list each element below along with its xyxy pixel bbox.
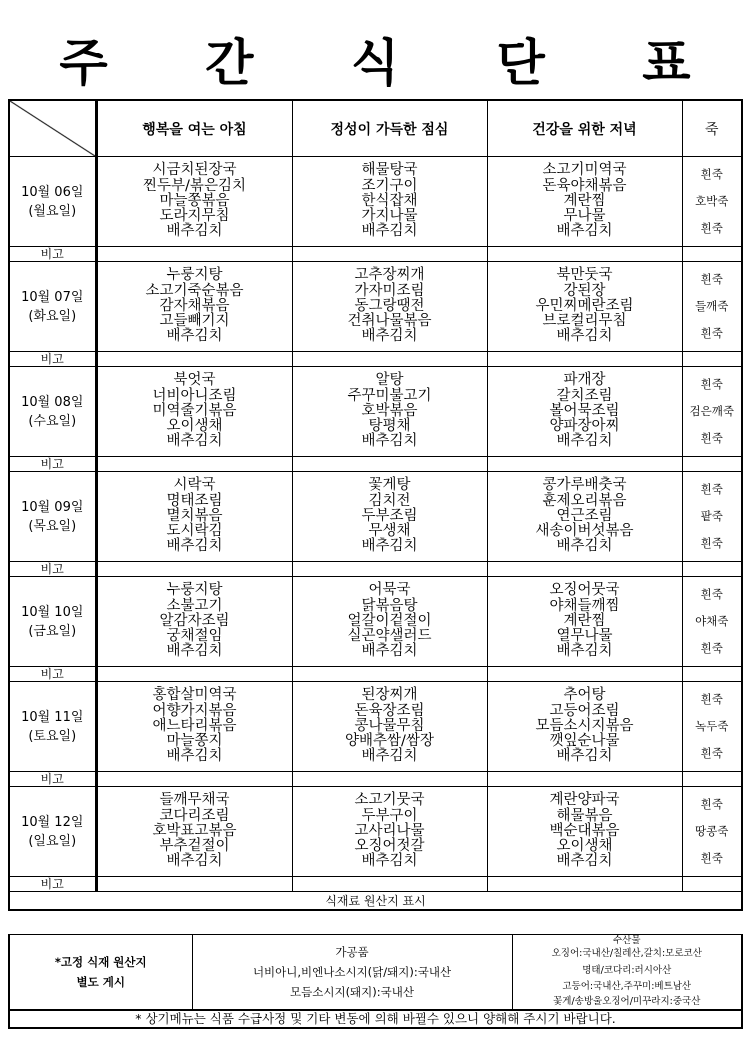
note-row (9, 877, 742, 892)
breakfast-header: 행복을 여는 아침 (96, 100, 292, 157)
breakfast-cell (96, 787, 292, 877)
page-title: 주 간 식 단 표 (59, 34, 731, 92)
date-cell (9, 472, 96, 562)
porridge-item: 흰죽 (700, 587, 723, 601)
note-row (9, 352, 742, 367)
menu-item: 감자채볶음 (159, 297, 230, 314)
menu-item: 고사리나물 (354, 822, 425, 839)
menu-item: 배추김치 (166, 223, 223, 240)
menu-item: 미역줄기볶음 (152, 402, 237, 419)
note-label: 비고 (9, 247, 96, 262)
menu-item: 명태조림 (166, 492, 223, 509)
menu-item: 배추김치 (556, 328, 613, 345)
menu-item: 새송이버섯볶음 (535, 523, 634, 540)
menu-item: 알감자조림 (159, 612, 230, 629)
menu-item: 한식잡채 (361, 192, 418, 209)
breakfast-cell (96, 682, 292, 772)
menu-item: 해물볶음 (556, 807, 613, 824)
breakfast-cell (96, 367, 292, 457)
menu-item: 계란찜 (563, 612, 606, 629)
menu-item: 가자미조림 (354, 282, 425, 299)
note-label: 비고 (9, 772, 96, 787)
menu-item: 주꾸미불고기 (347, 387, 432, 404)
date-label: 10월 09일 (21, 499, 84, 515)
menu-item: 우민찌메란조림 (535, 297, 634, 314)
lunch-cell (292, 262, 487, 352)
date-cell (9, 577, 96, 667)
note-label: 비고 (9, 457, 96, 472)
porridge-cell (682, 472, 742, 562)
porridge-item: 흰죽 (700, 221, 723, 235)
menu-item: 배추김치 (166, 328, 223, 345)
marine-line: 꽃게/송방울오징어/미꾸라지:중국산 (553, 995, 701, 1007)
corner-diagonal-cell (9, 100, 96, 157)
porridge-item: 땅콩죽 (695, 824, 729, 838)
lunch-cell (292, 577, 487, 667)
marine-line: 명태/코다리:러시아산 (582, 964, 672, 976)
menu-item: 배추김치 (166, 748, 223, 765)
porridge-item: 흰죽 (700, 641, 723, 655)
date-cell (9, 367, 96, 457)
note-label: 비고 (9, 562, 96, 577)
menu-item: 소고기죽순볶음 (145, 282, 244, 299)
day-row (9, 787, 742, 877)
menu-item: 어향가지볶음 (152, 702, 237, 719)
dinner-cell (487, 577, 682, 667)
menu-item: 고들빼기지 (159, 313, 230, 330)
menu-item: 멸치볶음 (166, 507, 223, 524)
menu-item: 도라지무침 (159, 208, 230, 225)
note-row (9, 667, 742, 682)
menu-item: 오징어젓갈 (354, 838, 425, 855)
menu-item: 소고기미역국 (542, 162, 627, 179)
lunch-cell (292, 682, 487, 772)
day-row (9, 682, 742, 772)
marine-title: 수산물 (612, 935, 641, 947)
date-label: 10월 10일 (21, 604, 84, 620)
date-label: 10월 11일 (21, 709, 84, 725)
porridge-item: 흰죽 (700, 851, 723, 865)
menu-item: 콩나물무침 (354, 717, 425, 734)
menu-item: 배추김치 (556, 643, 613, 660)
menu-item: 무생채 (368, 523, 411, 540)
porridge-item: 흰죽 (700, 167, 723, 181)
porridge-cell (682, 682, 742, 772)
menu-item: 동그랑땡전 (354, 297, 425, 314)
note-cell (487, 247, 682, 262)
menu-item: 고추장찌개 (354, 267, 425, 284)
note-cell (96, 352, 292, 367)
menu-item: 계란양파국 (549, 792, 620, 809)
menu-item: 배추김치 (556, 748, 613, 765)
note-row (9, 457, 742, 472)
menu-item: 오징어뭇국 (549, 582, 620, 599)
menu-item: 야채들깨찜 (549, 597, 620, 614)
note-label: 비고 (9, 877, 96, 892)
note-cell (682, 562, 742, 577)
porridge-item: 흰죽 (700, 797, 723, 811)
weekday-label: (금요일) (28, 623, 77, 639)
date-cell (9, 157, 96, 247)
menu-item: 열무나물 (556, 628, 613, 645)
processed-line: 너비아니,비엔나소시지(닭/돼지):국내산 (252, 965, 452, 979)
origin-table (8, 934, 743, 1029)
menu-item: 너비아니조림 (152, 387, 237, 404)
menu-item: 부추겉절이 (159, 838, 230, 855)
menu-item: 콩가루배춧국 (542, 477, 627, 494)
breakfast-cell (96, 262, 292, 352)
note-label: 비고 (9, 667, 96, 682)
menu-item: 누룽지탕 (166, 582, 223, 599)
date-label: 10월 06일 (21, 184, 84, 200)
note-row (9, 562, 742, 577)
porridge-item: 호박죽 (695, 194, 729, 208)
menu-item: 소고기뭇국 (354, 792, 425, 809)
note-cell (96, 562, 292, 577)
menu-item: 꽃게탕 (368, 477, 411, 494)
menu-item: 두부조림 (361, 507, 418, 524)
menu-item: 계란찜 (563, 192, 606, 209)
porridge-item: 팥죽 (700, 509, 723, 523)
menu-item: 배추김치 (361, 433, 418, 450)
footer-notice: * 상기메뉴는 식품 수급사정 및 기타 변동에 의해 바뀔수 있으니 양해해 주시기 바랍니다. (9, 1010, 742, 1028)
dinner-cell (487, 787, 682, 877)
note-cell (487, 352, 682, 367)
weekday-label: (수요일) (28, 413, 77, 429)
menu-item: 배추김치 (361, 853, 418, 870)
marine-line: 고등어:국내산,주꾸미:베트남산 (562, 981, 692, 993)
note-cell (96, 457, 292, 472)
menu-item: 들깨무채국 (159, 792, 230, 809)
dinner-cell (487, 157, 682, 247)
porridge-cell (682, 577, 742, 667)
note-cell (682, 352, 742, 367)
menu-item: 배추김치 (166, 643, 223, 660)
menu-item: 배추김치 (166, 433, 223, 450)
porridge-cell (682, 262, 742, 352)
porridge-item: 야채죽 (695, 614, 729, 628)
menu-item: 김치전 (368, 492, 411, 509)
note-cell (292, 247, 487, 262)
processed-line: 모듬소시지(돼지):국내산 (290, 985, 414, 999)
menu-item: 닭볶음탕 (361, 597, 418, 614)
note-cell (682, 667, 742, 682)
fixed-origin-note (9, 935, 192, 1011)
porridge-item: 흰죽 (700, 272, 723, 286)
note-cell (96, 772, 292, 787)
note-cell (292, 877, 487, 892)
menu-item: 연근조림 (556, 507, 613, 524)
menu-item: 누룽지탕 (166, 267, 223, 284)
note-cell (96, 667, 292, 682)
menu-item: 마늘쫑볶음 (159, 192, 230, 209)
menu-item: 배추김치 (361, 538, 418, 555)
processed-title: 가공품 (335, 945, 369, 959)
fixed-origin-line: *고정 식재 원산지 (54, 955, 147, 969)
menu-item: 애느타리볶음 (152, 717, 237, 734)
menu-item: 오이생채 (556, 838, 613, 855)
menu-item: 도시락김 (166, 523, 223, 540)
lunch-cell (292, 157, 487, 247)
menu-item: 실곤약샐러드 (347, 628, 432, 645)
porridge-item: 흰죽 (700, 536, 723, 550)
weekday-label: (토요일) (28, 728, 77, 744)
fixed-origin-line: 별도 게시 (76, 975, 125, 989)
origin-heading: 식재료 원산지 표시 (9, 892, 742, 911)
menu-item: 오이생채 (166, 418, 223, 435)
menu-item: 돈육장조림 (354, 702, 425, 719)
weekly-menu-table (8, 99, 743, 911)
menu-item: 백순대볶음 (549, 822, 620, 839)
menu-item: 배추김치 (166, 853, 223, 870)
date-cell (9, 682, 96, 772)
porridge-item: 들깨죽 (695, 299, 729, 313)
menu-item: 마늘쫑지 (166, 733, 223, 750)
menu-item: 배추김치 (556, 433, 613, 450)
dinner-cell (487, 262, 682, 352)
processed-origin (192, 935, 512, 1011)
lunch-cell (292, 787, 487, 877)
note-cell (682, 247, 742, 262)
menu-item: 깻잎순나물 (549, 733, 620, 750)
porridge-item: 흰죽 (700, 482, 723, 496)
dinner-cell (487, 682, 682, 772)
menu-item: 알탕 (375, 372, 404, 389)
menu-item: 돈육야채볶음 (542, 177, 627, 194)
note-cell (96, 877, 292, 892)
lunch-cell (292, 472, 487, 562)
note-cell (292, 457, 487, 472)
porridge-item: 녹두죽 (695, 719, 729, 733)
date-label: 10월 08일 (21, 394, 84, 410)
note-cell (487, 877, 682, 892)
menu-item: 추어탕 (563, 687, 606, 704)
marine-origin (512, 935, 742, 1011)
menu-item: 갈치조림 (556, 387, 613, 404)
menu-item: 탕평채 (368, 418, 411, 435)
menu-item: 된장찌개 (361, 687, 418, 704)
menu-item: 얼갈이겉절이 (347, 612, 432, 629)
weekday-label: (일요일) (28, 833, 77, 849)
date-cell (9, 787, 96, 877)
dinner-cell (487, 472, 682, 562)
menu-item: 호박볶음 (361, 402, 418, 419)
porridge-item: 흰죽 (700, 326, 723, 340)
menu-body (9, 157, 742, 892)
menu-item: 북엇국 (173, 372, 216, 389)
menu-item: 배추김치 (556, 853, 613, 870)
porridge-cell (682, 157, 742, 247)
porridge-cell (682, 787, 742, 877)
date-cell (9, 262, 96, 352)
header-row (9, 100, 742, 157)
menu-item: 두부구이 (361, 807, 418, 824)
menu-item: 건취나물볶음 (347, 313, 432, 330)
note-cell (292, 667, 487, 682)
breakfast-cell (96, 472, 292, 562)
menu-item: 배추김치 (556, 538, 613, 555)
day-row (9, 157, 742, 247)
menu-item: 궁채절임 (166, 628, 223, 645)
note-cell (292, 352, 487, 367)
dinner-cell (487, 367, 682, 457)
note-cell (487, 457, 682, 472)
lunch-header: 정성이 가득한 점심 (292, 100, 487, 157)
menu-item: 조기구이 (361, 177, 418, 194)
menu-item: 배추김치 (166, 538, 223, 555)
menu-item: 강된장 (563, 282, 606, 299)
menu-item: 무나물 (563, 208, 606, 225)
menu-item: 배추김치 (361, 748, 418, 765)
menu-item: 파개장 (563, 372, 606, 389)
porridge-item: 흰죽 (700, 746, 723, 760)
menu-item: 양파장아찌 (549, 418, 620, 435)
menu-item: 시금치된장국 (152, 162, 237, 179)
menu-item: 해물탕국 (361, 162, 418, 179)
porridge-cell (682, 367, 742, 457)
day-row (9, 577, 742, 667)
porridge-item: 흰죽 (700, 377, 723, 391)
menu-item: 고등어조림 (549, 702, 620, 719)
note-cell (487, 667, 682, 682)
menu-item: 가지나물 (361, 208, 418, 225)
note-cell (487, 562, 682, 577)
day-row (9, 472, 742, 562)
menu-item: 브로컬리무침 (542, 313, 627, 330)
date-label: 10월 07일 (21, 289, 84, 305)
marine-line: 오징어:국내산/칠레산,갈치:모로코산 (551, 948, 702, 960)
menu-item: 배추김치 (361, 643, 418, 660)
lunch-cell (292, 367, 487, 457)
porridge-item: 검은깨죽 (689, 404, 734, 418)
menu-item: 홍합살미역국 (152, 687, 237, 704)
note-cell (487, 772, 682, 787)
weekday-label: (화요일) (28, 308, 77, 324)
note-cell (292, 562, 487, 577)
menu-item: 모듬소시지볶음 (535, 717, 634, 734)
menu-item: 배추김치 (361, 328, 418, 345)
weekday-label: (목요일) (28, 518, 77, 534)
weekday-label: (월요일) (28, 203, 77, 219)
porridge-item: 흰죽 (700, 692, 723, 706)
note-row (9, 247, 742, 262)
menu-item: 배추김치 (556, 223, 613, 240)
day-row (9, 367, 742, 457)
note-cell (682, 772, 742, 787)
menu-item: 찐두부/볶은김치 (143, 177, 246, 194)
menu-item: 훈제오리볶음 (542, 492, 627, 509)
menu-item: 양배추쌈/쌈장 (345, 733, 434, 750)
note-cell (682, 877, 742, 892)
menu-item: 어묵국 (368, 582, 411, 599)
origin-section (9, 892, 742, 911)
note-cell (96, 247, 292, 262)
menu-item: 시락국 (173, 477, 216, 494)
note-label: 비고 (9, 352, 96, 367)
menu-item: 볼어묵조림 (549, 402, 620, 419)
menu-item: 배추김치 (361, 223, 418, 240)
dinner-header: 건강을 위한 저녁 (487, 100, 682, 157)
note-cell (682, 457, 742, 472)
day-row (9, 262, 742, 352)
note-row (9, 772, 742, 787)
porridge-item: 흰죽 (700, 431, 723, 445)
breakfast-cell (96, 157, 292, 247)
breakfast-cell (96, 577, 292, 667)
porridge-header: 죽 (682, 100, 742, 157)
note-cell (292, 772, 487, 787)
menu-item: 호박표고볶음 (152, 822, 237, 839)
date-label: 10월 12일 (21, 814, 84, 830)
menu-item: 북만둣국 (556, 267, 613, 284)
menu-item: 코다리조림 (159, 807, 230, 824)
menu-item: 소불고기 (166, 597, 223, 614)
